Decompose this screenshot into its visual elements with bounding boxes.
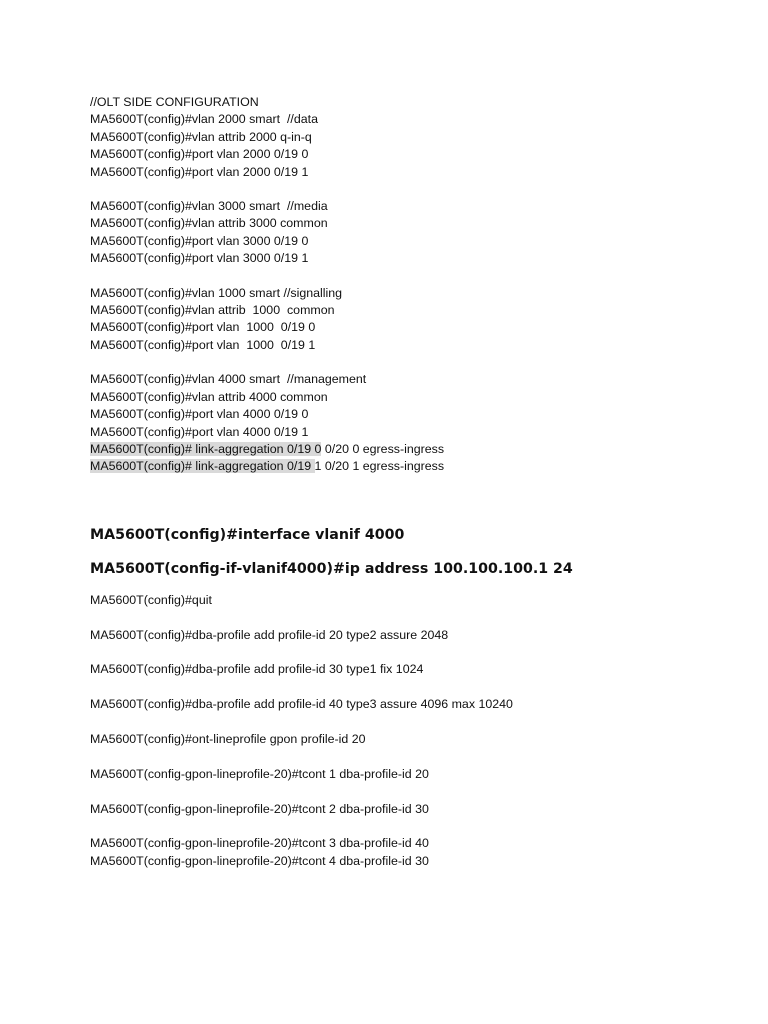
config-line: MA5600T(config)#vlan 3000 smart //media [90,199,328,214]
link-aggregation-line [90,458,730,475]
highlighted-text: MA5600T(config)# link-aggregation 0/19 [90,459,315,474]
config-paragraph: MA5600T(config)#dba-profile add profile-id 30 type1 fix 1024 [90,662,424,677]
heading-interface-vlanif: MA5600T(config)#interface vlanif 4000 [90,526,405,543]
config-line: MA5600T(config)#vlan 2000 smart //data [90,112,318,127]
config-line: MA5600T(config)#vlan 1000 smart //signalling [90,285,343,300]
config-block-signalling-vlan [90,285,730,355]
config-line: MA5600T(config)#vlan attrib 1000 common [90,303,335,318]
config-line: MA5600T(config-gpon-lineprofile-20)#tcont 4 dba-profile-id 30 [90,853,429,868]
config-block-management-vlan [90,371,730,475]
config-line: MA5600T(config)#port vlan 2000 0/19 0 [90,147,309,162]
config-line: MA5600T(config)#port vlan 1000 0/19 1 [90,337,316,352]
config-line: MA5600T(config)#port vlan 2000 0/19 1 [90,164,309,179]
plain-text: 1 0/20 1 egress-ingress [314,459,445,474]
plain-text: 0/20 0 egress-ingress [321,441,445,456]
config-block-data-vlan [90,94,730,181]
config-line: MA5600T(config)#vlan attrib 4000 common [90,389,328,404]
document-body [90,94,730,870]
config-paragraph: MA5600T(config)#dba-profile add profile-id 20 type2 assure 2048 [90,627,449,642]
config-line: MA5600T(config)#port vlan 1000 0/19 0 [90,320,316,335]
config-paragraph: MA5600T(config)#quit [90,592,212,607]
config-line: MA5600T(config)#vlan 4000 smart //management [90,372,367,387]
config-line: MA5600T(config)#port vlan 4000 0/19 1 [90,424,309,439]
heading-ip-address: MA5600T(config-if-vlanif4000)#ip address 100.100.100.1 24 [90,560,573,577]
config-paragraph: MA5600T(config)#ont-lineprofile gpon profile-id 20 [90,731,366,746]
link-aggregation-line [90,441,730,458]
config-line: MA5600T(config)#port vlan 3000 0/19 0 [90,233,309,248]
config-paragraph: MA5600T(config)#dba-profile add profile-id 40 type3 assure 4096 max 10240 [90,697,513,712]
config-line: MA5600T(config)#port vlan 4000 0/19 0 [90,407,309,422]
config-block-media-vlan [90,198,730,268]
highlighted-text: MA5600T(config)# link-aggregation 0/19 0 [90,441,322,456]
config-line: MA5600T(config)#vlan attrib 2000 q-in-q [90,129,312,144]
section-comment: //OLT SIDE CONFIGURATION [90,95,259,109]
config-line: MA5600T(config)#port vlan 3000 0/19 1 [90,251,309,266]
spacer [90,476,730,526]
config-paragraph: MA5600T(config-gpon-lineprofile-20)#tcont 2 dba-profile-id 30 [90,801,429,816]
config-line: MA5600T(config-gpon-lineprofile-20)#tcont 3 dba-profile-id 40 [90,836,429,851]
config-paragraph: MA5600T(config-gpon-lineprofile-20)#tcont 1 dba-profile-id 20 [90,766,429,781]
config-line: MA5600T(config)#vlan attrib 3000 common [90,216,328,231]
